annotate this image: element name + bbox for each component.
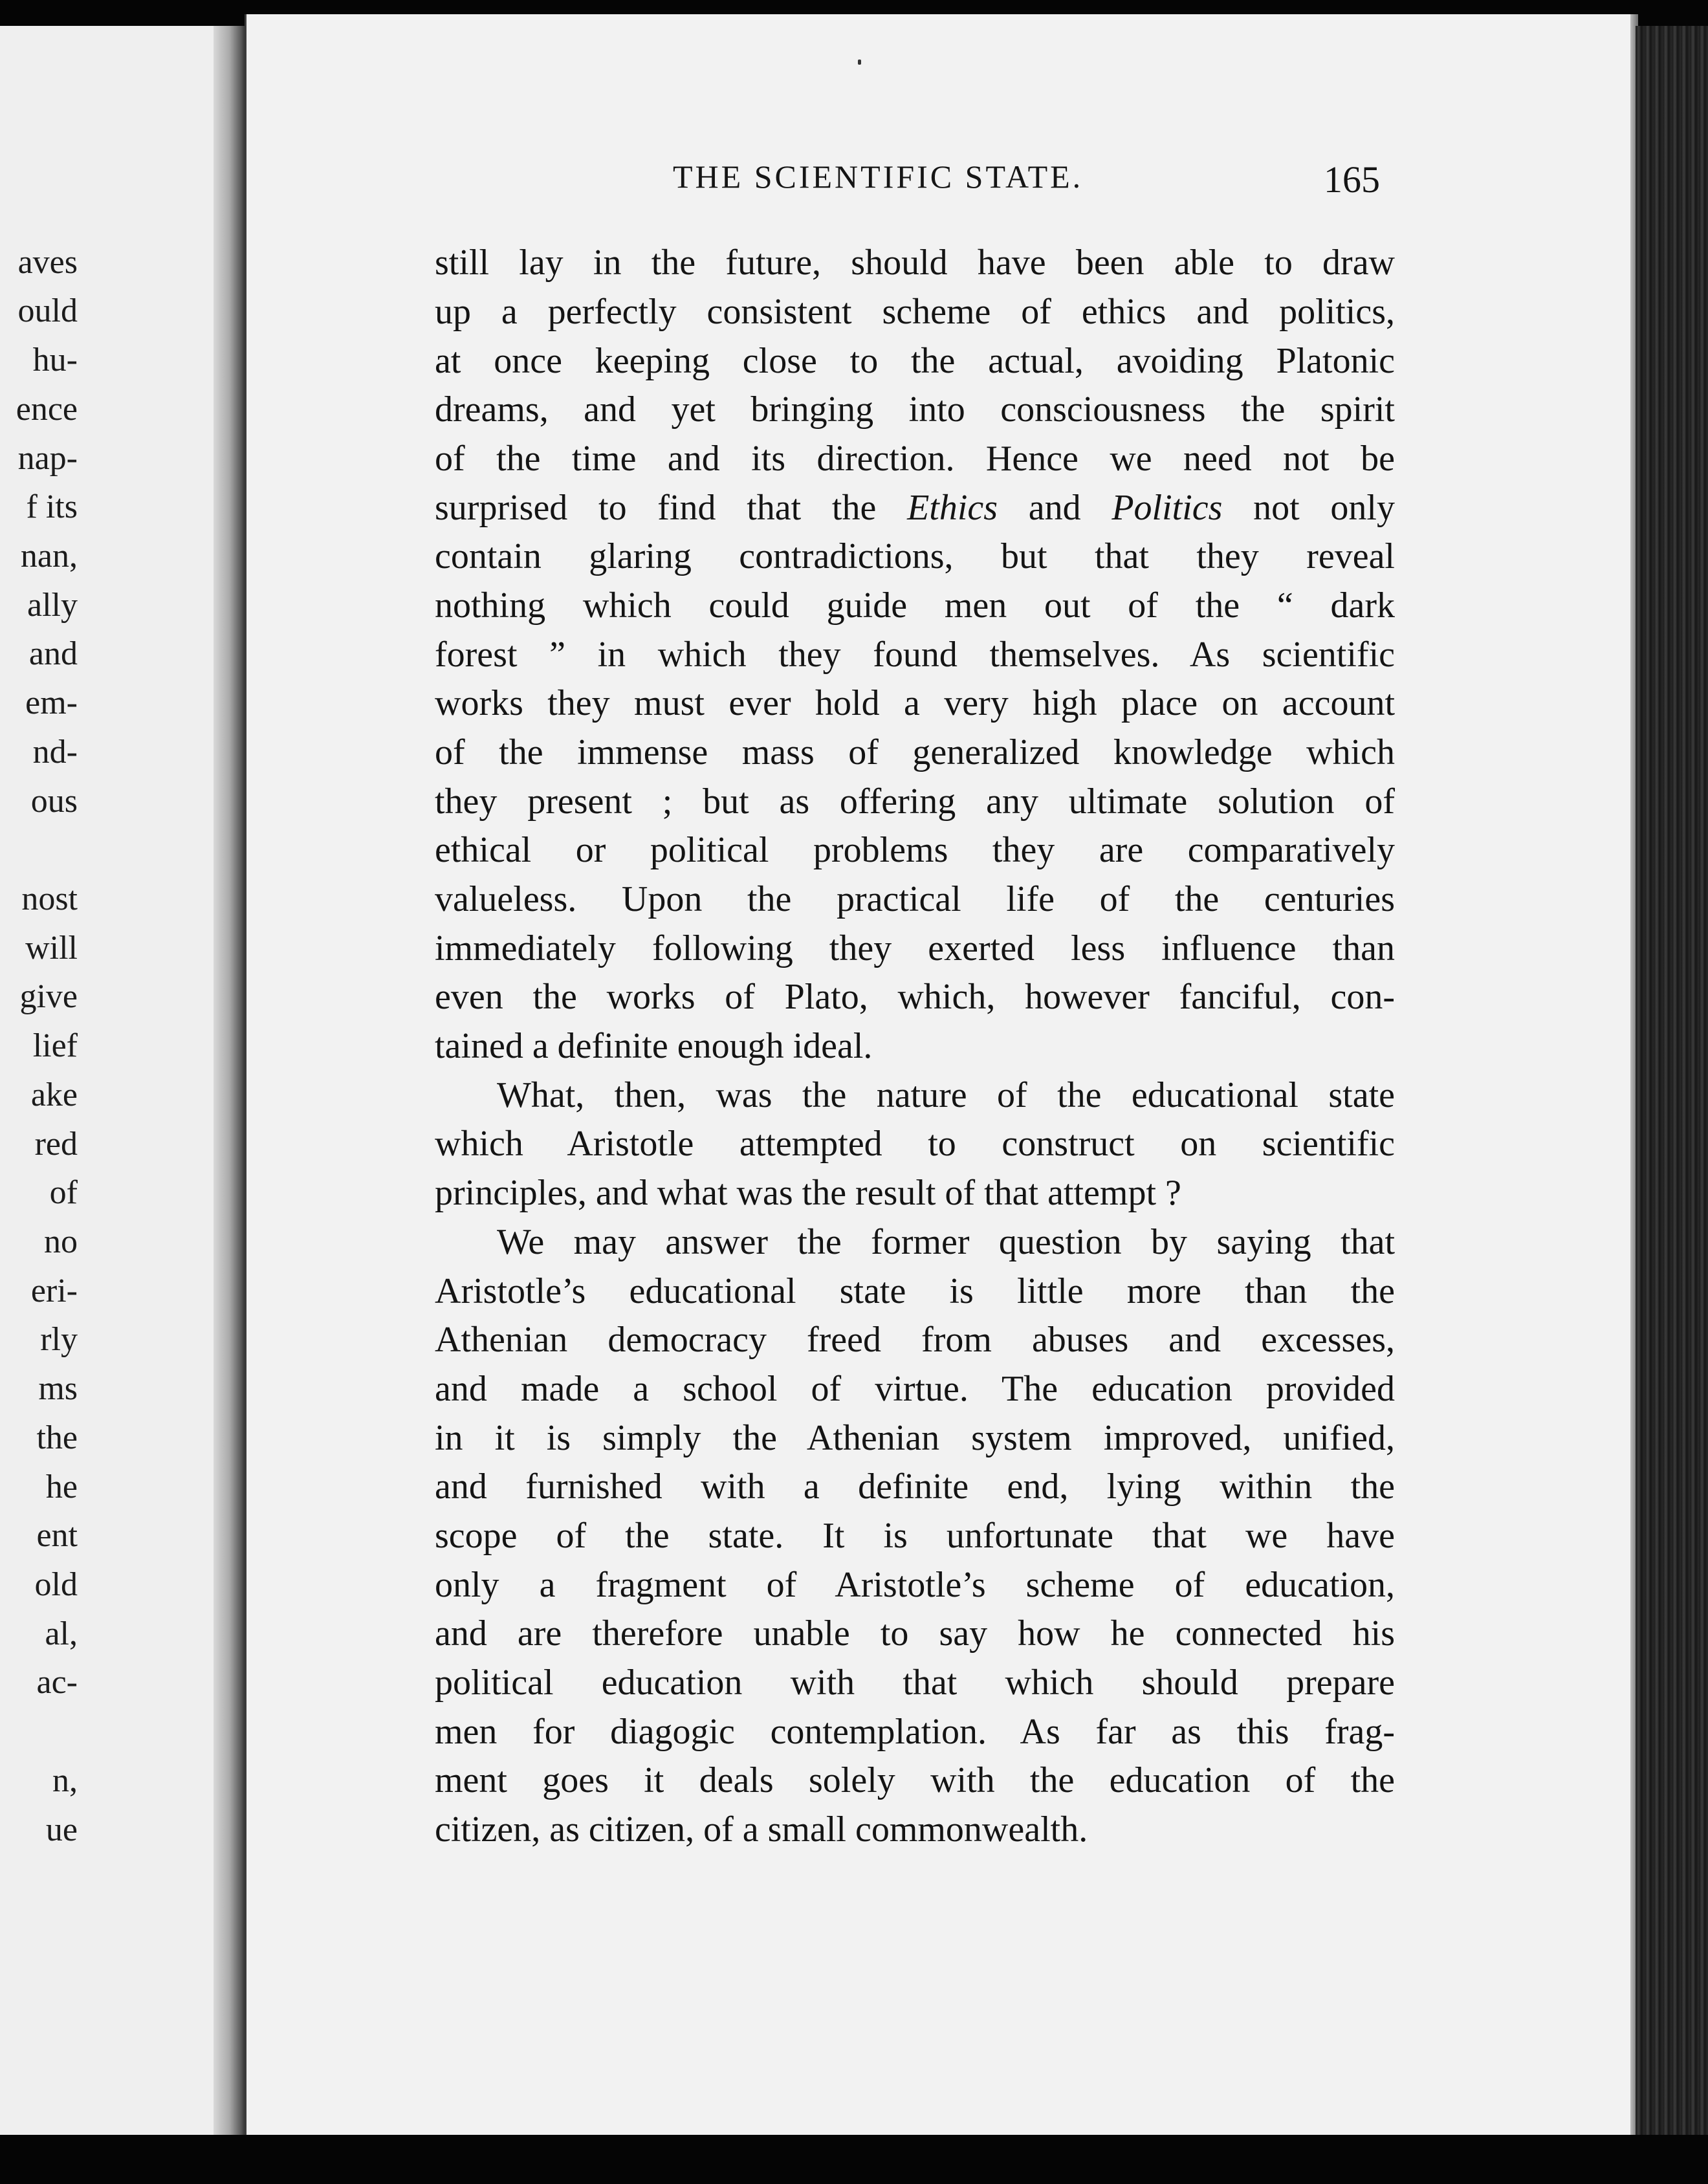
text-line: Aristotle’s educational state is little more than the: [435, 1271, 1395, 1311]
page-number: 165: [1324, 158, 1380, 201]
left-fragment: give: [19, 978, 78, 1015]
text-line: We may answer the former question by saying that: [497, 1222, 1395, 1262]
text-line: of the time and its direction. Hence we need not be: [435, 439, 1395, 479]
left-fragment: ally: [27, 587, 78, 624]
text-line: immediately following they exerted less influence than: [435, 928, 1395, 968]
text-line: citizen, as citizen, of a small commonwealth.: [435, 1809, 1088, 1850]
left-fragment: ould: [17, 292, 78, 329]
text-line: dreams, and yet bringing into consciousness the spirit: [435, 389, 1395, 430]
text-line: which Aristotle attempted to construct on scientific: [435, 1124, 1395, 1164]
left-fragment: and: [28, 635, 78, 672]
text-line: in it is simply the Athenian system improved, unified,: [435, 1418, 1395, 1458]
text-line: and made a school of virtue. The education provided: [435, 1369, 1395, 1409]
book-title-politics: Politics: [1111, 488, 1223, 528]
text-line: forest ” in which they found themselves. As scientific: [435, 635, 1395, 675]
left-fragment: will: [25, 930, 78, 966]
text-line: even the works of Plato, which, however fanciful, con-: [435, 977, 1395, 1017]
left-fragment: ue: [45, 1811, 78, 1848]
text-line: men for diagogic contemplation. As far as this frag-: [435, 1712, 1395, 1752]
left-fragment: f its: [26, 488, 78, 525]
left-fragment: old: [34, 1566, 78, 1603]
left-fragment: al,: [45, 1615, 78, 1652]
text-line: principles, and what was the result of that attempt ?: [435, 1173, 1181, 1213]
left-fragment: nd-: [32, 734, 78, 770]
left-fragment: nap-: [17, 440, 78, 477]
left-fragment: nan,: [20, 538, 78, 574]
left-fragment: ac-: [36, 1664, 78, 1701]
text-line: still lay in the future, should have been able to draw: [435, 243, 1395, 283]
book-title-ethics: Ethics: [907, 488, 998, 528]
text-line: only a fragment of Aristotle’s scheme of education,: [435, 1565, 1395, 1605]
text-run: and: [998, 488, 1112, 528]
left-fragment: he: [45, 1469, 78, 1505]
book-gutter: [214, 26, 246, 2136]
text-line: ethical or political problems they are comparatively: [435, 830, 1395, 870]
text-line: of the immense mass of generalized knowledge which: [435, 732, 1395, 772]
left-fragment: n,: [52, 1762, 78, 1799]
text-line: and are therefore unable to say how he connected his: [435, 1613, 1395, 1654]
left-fragment: red: [34, 1126, 78, 1163]
left-fragment: em-: [25, 684, 78, 721]
ink-speck: [858, 60, 861, 65]
left-fragment: no: [44, 1223, 78, 1260]
text-line: political education with that which should prepare: [435, 1663, 1395, 1703]
book-fore-edge: [1636, 26, 1708, 2136]
left-fragment: aves: [17, 244, 78, 281]
text-run: surprised to find that the: [435, 488, 908, 528]
text-line: works they must ever hold a very high place on account: [435, 683, 1395, 723]
text-line: up a perfectly consistent scheme of ethics and politics,: [435, 292, 1395, 332]
left-fragment: ous: [30, 783, 78, 820]
text-line: contain glaring contradictions, but that they reveal: [435, 536, 1395, 576]
left-fragment: ake: [30, 1076, 78, 1113]
left-fragment: hu-: [32, 342, 78, 378]
left-fragment: ent: [36, 1517, 78, 1554]
scan-bottom-border: [0, 2135, 1708, 2184]
left-fragment: rly: [40, 1321, 78, 1358]
left-fragment: lief: [32, 1027, 78, 1064]
left-fragment: the: [36, 1419, 78, 1456]
text-line: they present ; but as offering any ultimate solution of: [435, 781, 1395, 822]
text-line: valueless. Upon the practical life of the centuries: [435, 879, 1395, 919]
left-fragment: nost: [21, 880, 78, 917]
left-fragment: of: [49, 1174, 78, 1211]
text-line: ment goes it deals solely with the education of the: [435, 1760, 1395, 1800]
text-line: scope of the state. It is unfortunate that we have: [435, 1516, 1395, 1556]
text-line: Athenian democracy freed from abuses and excesses,: [435, 1320, 1395, 1360]
text-line: What, then, was the nature of the educational state: [497, 1075, 1395, 1115]
running-head: THE SCIENTIFIC STATE.: [673, 158, 1084, 195]
left-fragment: ms: [38, 1370, 78, 1407]
text-line: at once keeping close to the actual, avoiding Platonic: [435, 341, 1395, 381]
left-fragment: eri-: [30, 1272, 78, 1309]
text-line: nothing which could guide men out of the “ dark: [435, 585, 1395, 626]
left-fragment: ence: [16, 391, 78, 428]
text-line: tained a definite enough ideal.: [435, 1026, 873, 1066]
text-line: and furnished with a definite end, lying within the: [435, 1467, 1395, 1507]
text-line: [435, 488, 1395, 529]
text-run: not only: [1222, 488, 1395, 528]
